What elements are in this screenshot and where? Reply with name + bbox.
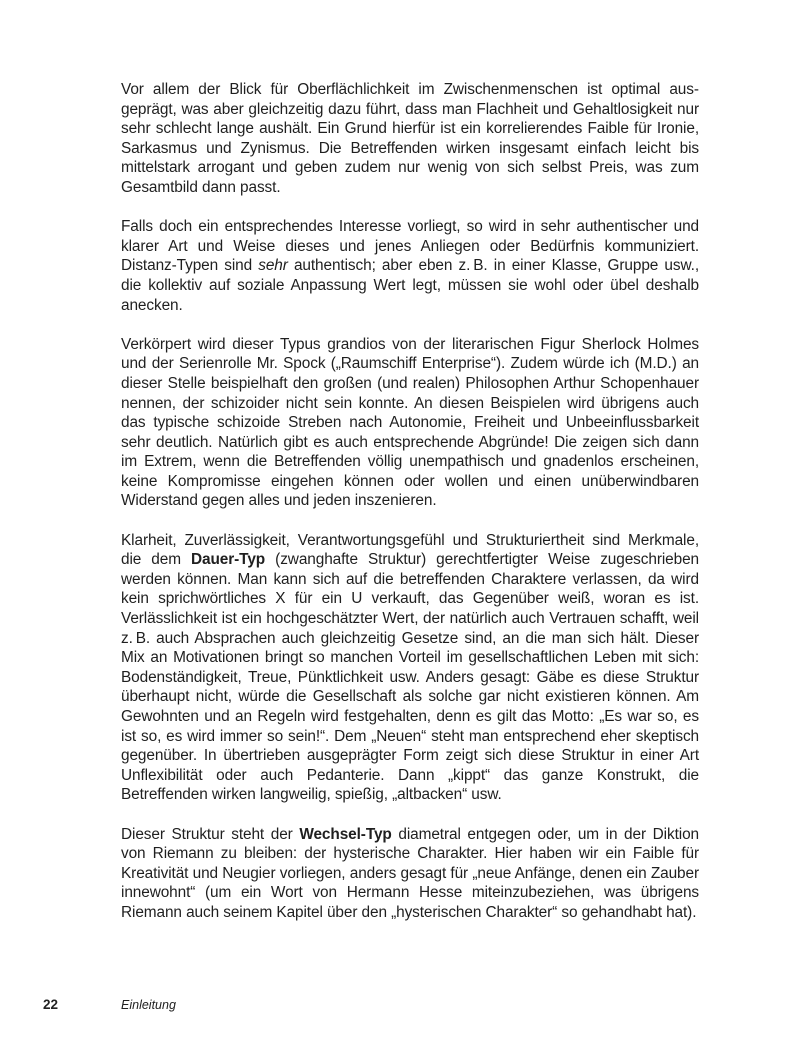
text-segment: diametral entgegen oder, um in der Diktion von Riemann zu bleiben: der hysterische Charakter. Hier haben wir ein Faible für Kreativität und Neugier vorliegen, anders gesagt für „neue Anfänge, denen ein Zauber innewohnt“ (um ein Wort von Hermann Hesse miteinzubeziehen, was übrigens Riemann auch seinem Kapitel über den „hysterischen Charakter“ so gehandhabt hat).: [121, 825, 699, 921]
text-segment: Vor allem der Blick für Oberflächlichkeit im Zwischenmenschen ist optimal ausgeprägt, was aber gleichzeitig dazu führt, dass man Flachheit und Gehaltlosigkeit nur sehr schlecht lange aushält. Ein Grund hierfür ist ein korrelierendes Faible für Ironie, Sarkasmus und Zynismus. Die Betreffenden wirken insgesamt einfach leicht bis mittelstark arrogant und geben zudem nur wenig von sich selbst Preis, was zum Gesamtbild dann passt.: [121, 81, 699, 196]
running-title: Einleitung: [121, 998, 176, 1012]
paragraph: [121, 217, 699, 315]
paragraph: [121, 531, 699, 805]
term-dauer-typ: Dauer-Typ: [191, 551, 266, 569]
paragraph: [121, 825, 699, 923]
text-segment: Klarheit, Zuverlässigkeit, Verantwortungsgefühl und Strukturiertheit sind Merkmale, die dem: [121, 531, 699, 569]
paragraph: [121, 335, 699, 511]
paragraph: [121, 80, 699, 198]
text-segment: authentisch; aber eben z. B. in einer Klasse, Gruppe usw., die kollektiv auf soziale Anpassung Wert legt, müssen sie wohl oder übel deshalb anecken.: [121, 257, 700, 314]
term-wechsel-typ: Wechsel-Typ: [299, 825, 392, 843]
text-segment: Falls doch ein entsprechendes Interesse vorliegt, so wird in sehr authentischer und klarer Art und Weise dieses und jenes Anliegen oder Bedürfnis kommuniziert. Distanz-Typen sind: [121, 218, 699, 275]
text-segment: Dieser Struktur steht der: [121, 825, 300, 843]
text-segment: Verkörpert wird dieser Typus grandios von der literarischen Figur Sherlock Holmes und der Serienrolle Mr. Spock („Raumschiff Enterprise“). Zudem würde ich (M.D.) an dieser Stelle beispielhaft den großen (und realen) Philosophen Arthur Schopenhauer nennen, der schizoider nicht sein konnte. An diesen Beispielen wird übrigens auch das typische schizoide Streben nach Autonomie, Freiheit und Unbeeinflussbarkeit sehr deutlich. Natürlich gibt es auch entsprechende Abgründe! Die zeigen sich dann im Extrem, wenn die Betreffenden völlig unempathisch und gnadenlos erscheinen, keine Kompromisse eingehen können oder wollen und einen unüberwindbaren Widerstand gegen alles und jeden inszenieren.: [121, 335, 699, 510]
page-number: 22: [43, 997, 59, 1012]
body-text: [121, 80, 699, 942]
page-footer: [0, 997, 800, 1017]
emphasis-text: sehr: [258, 257, 288, 275]
text-segment: (zwanghafte Struktur) gerechtfertigter Weise zugeschrieben werden können. Man kann sich auf die betreffenden Charaktere verlassen, da wird kein sprichwörtliches X für ein U verkauft, das Gegenüber weiß, woran es ist. Verlässlichkeit ist ein hochgeschätzter Wert, der natürlich auch Vertrauen schafft, weil z. B. auch Absprachen auch gleichzeitig Gesetze sind, an die man sich hält. Dieser Mix an Motivationen bringt so manchen Vorteil im gesellschaftlichen Leben mit sich: Bodenständigkeit, Treue, Pünktlichkeit usw. Anders gesagt: Gäbe es diese Struktur überhaupt nicht, würde die Gesellschaft als solche gar nicht existieren können. Am Gewohnten und an Regeln wird festgehalten, denn es gilt das Motto: „Es war so, es ist so, es wird immer so sein!“. Dem „Neuen“ steht man entsprechend eher skeptisch gegenüber. In übertrieben ausgeprägter Form zeigt sich diese Struktur in einer Art Unflexibilität oder auch Pedanterie. Dann „kippt“ das ganze Konstrukt, die Betreffenden wirken langweilig, spießig, „altbacken“ usw.: [121, 551, 700, 804]
